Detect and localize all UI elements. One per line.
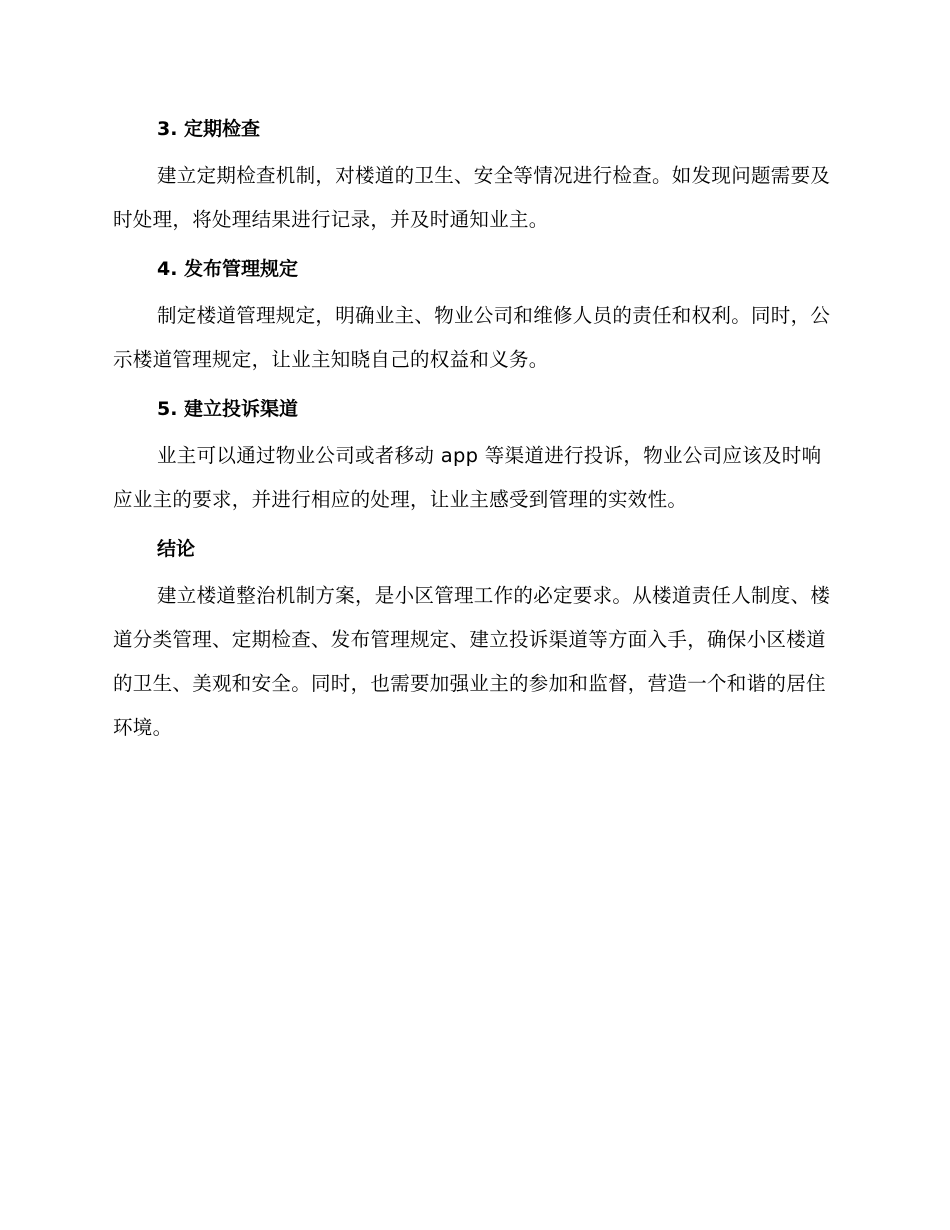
section-heading-conclusion: 结论 <box>157 538 196 560</box>
section-paragraph-conclusion: 建立楼道整治机制方案，是小区管理工作的必定要求。从楼道责任人制度、楼道分类管理、定期检查、发布管理规定、建立投诉渠道等方面入手，确保小区楼道的卫生、美观和安全。同时，也需要加强业主的参加和监督，营造一个和谐的居住环境。 <box>113 584 831 739</box>
section-heading-regular-inspection: 3. 定期检查 <box>157 118 261 140</box>
section-paragraph-management-rules: 制定楼道管理规定，明确业主、物业公司和维修人员的责任和权利。同时，公示楼道管理规定，让业主知晓自己的权益和义务。 <box>113 304 831 371</box>
section-paragraph-regular-inspection: 建立定期检查机制，对楼道的卫生、安全等情况进行检查。如发现问题需要及时处理，将处理结果进行记录，并及时通知业主。 <box>113 164 831 231</box>
document-page <box>113 113 833 750</box>
section-paragraph-complaint-channel: 业主可以通过物业公司或者移动 app 等渠道进行投诉，物业公司应该及时响应业主的要求，并进行相应的处理，让业主感受到管理的实效性。 <box>113 444 822 511</box>
section-heading-complaint-channel: 5. 建立投诉渠道 <box>157 398 299 420</box>
section-heading-management-rules: 4. 发布管理规定 <box>157 258 299 280</box>
